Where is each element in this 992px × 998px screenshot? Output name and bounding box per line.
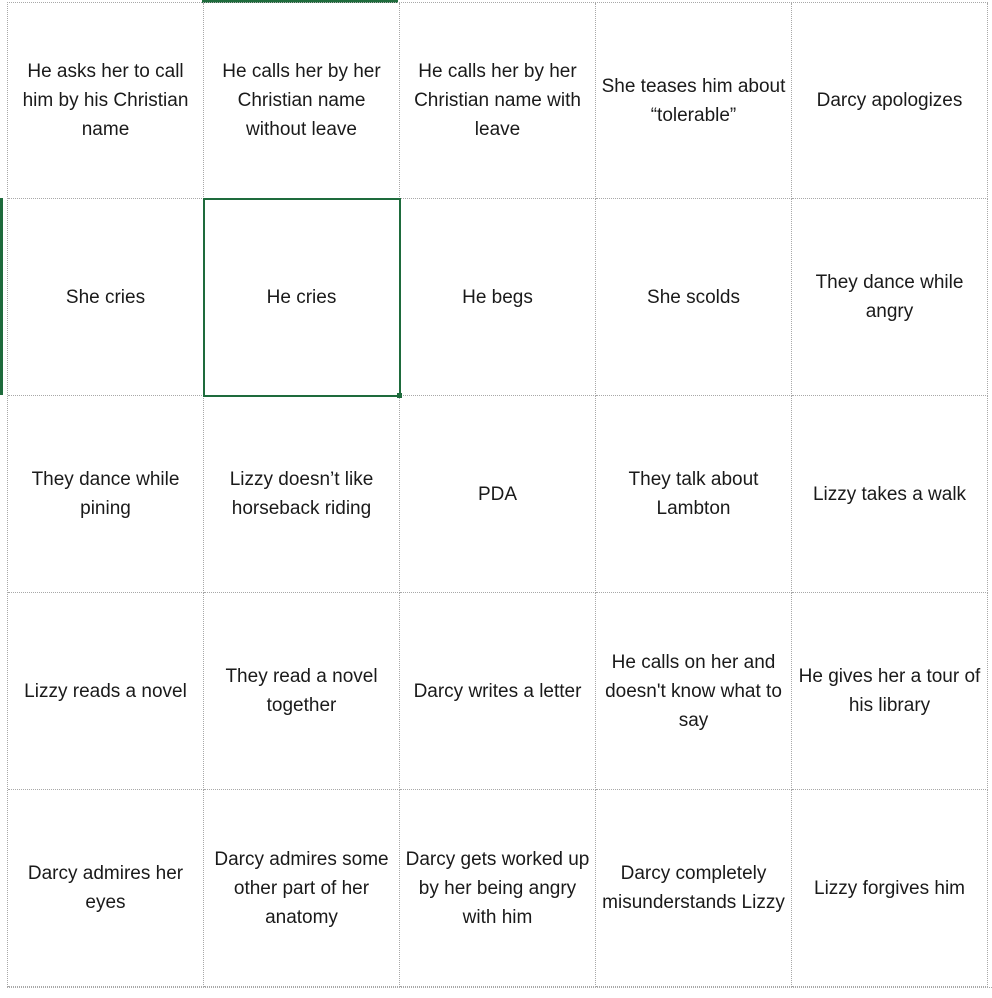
cell-d2[interactable]: She scolds <box>596 199 792 396</box>
cell-a5[interactable]: Darcy admires her eyes <box>8 790 204 987</box>
cell-a4[interactable]: Lizzy reads a novel <box>8 593 204 790</box>
cell-b1[interactable]: He calls her by her Christian name without leave <box>204 3 400 199</box>
cell-e3[interactable]: Lizzy takes a walk <box>792 396 988 593</box>
bingo-grid <box>7 2 988 987</box>
cell-e1[interactable]: Darcy apologizes <box>792 3 988 199</box>
cell-a1[interactable]: He asks her to call him by his Christian name <box>8 3 204 199</box>
cell-a3[interactable]: They dance while pining <box>8 396 204 593</box>
cell-b4[interactable]: They read a novel together <box>204 593 400 790</box>
cell-e4[interactable]: He gives her a tour of his library <box>792 593 988 790</box>
cell-d1[interactable]: She teases him about “tolerable” <box>596 3 792 199</box>
cell-e2[interactable]: They dance while angry <box>792 199 988 396</box>
cell-b3[interactable]: Lizzy doesn’t like horseback riding <box>204 396 400 593</box>
cell-d5[interactable]: Darcy completely misunderstands Lizzy <box>596 790 792 987</box>
cell-c1[interactable]: He calls her by her Christian name with leave <box>400 3 596 199</box>
cell-d4[interactable]: He calls on her and doesn't know what to say <box>596 593 792 790</box>
cell-c5[interactable]: Darcy gets worked up by her being angry with him <box>400 790 596 987</box>
next-row-gridline <box>7 987 992 998</box>
cell-b2-selected[interactable]: He cries <box>204 199 400 396</box>
cell-a2[interactable]: She cries <box>8 199 204 396</box>
cell-e5[interactable]: Lizzy forgives him <box>792 790 988 987</box>
cell-c2[interactable]: He begs <box>400 199 596 396</box>
cell-d3[interactable]: They talk about Lambton <box>596 396 792 593</box>
row-header-highlight <box>0 198 3 395</box>
cell-c3[interactable]: PDA <box>400 396 596 593</box>
cell-b5[interactable]: Darcy admires some other part of her anatomy <box>204 790 400 987</box>
cell-c4[interactable]: Darcy writes a letter <box>400 593 596 790</box>
